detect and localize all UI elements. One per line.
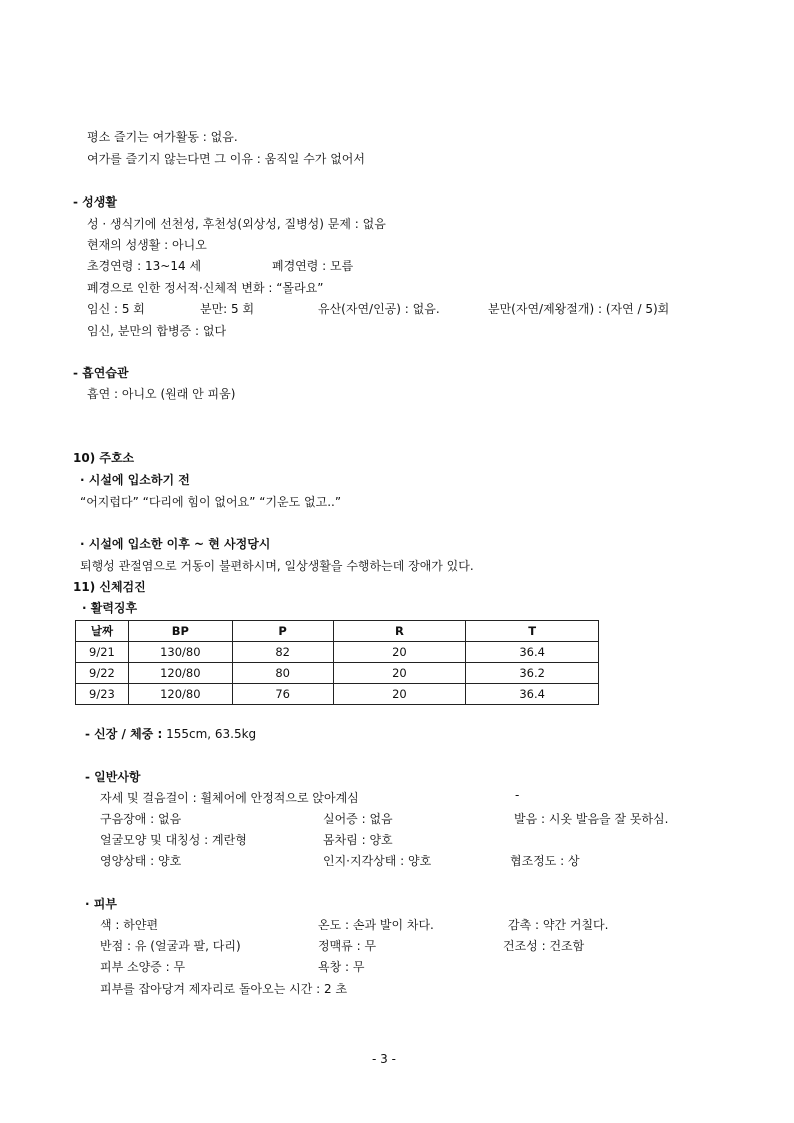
- pregnancy-count: 임신 : 5 회: [87, 302, 145, 316]
- skin-turgor: 피부를 잡아당겨 제자리로 돌아오는 시간 : 2 초: [100, 982, 348, 996]
- cell-temperature: 36.4: [466, 642, 599, 663]
- sexual-heading: - 성생활: [73, 195, 117, 209]
- cell-pulse: 82: [232, 642, 333, 663]
- posture-gait: 자세 및 걸음걸이 : 휠체어에 안정적으로 앉아계심: [100, 791, 359, 805]
- before-admission-heading: · 시설에 입소하기 전: [80, 473, 190, 487]
- complication: 임신, 분만의 합병증 : 없다: [87, 324, 227, 338]
- skin-color: 색 : 하얀편: [100, 918, 159, 932]
- smoking-heading: - 흡연습관: [73, 366, 129, 380]
- height-weight-label: - 신장 / 체중 :: [85, 727, 163, 741]
- cell-bp: 120/80: [128, 663, 232, 684]
- cell-temperature: 36.4: [466, 684, 599, 705]
- skin-texture: 감촉 : 약간 거칠다.: [508, 918, 609, 932]
- dash-mark: -: [515, 788, 520, 802]
- bedsore: 욕창 : 무: [318, 960, 365, 974]
- cell-temperature: 36.2: [466, 663, 599, 684]
- table-row: [76, 663, 599, 684]
- col-pulse: P: [232, 621, 333, 642]
- vital-signs-table: [75, 620, 599, 705]
- col-bp: BP: [128, 621, 232, 642]
- cell-date: 9/22: [76, 663, 129, 684]
- skin-heading: · 피부: [85, 897, 117, 911]
- col-date: 날짜: [76, 621, 129, 642]
- after-admission-heading: · 시설에 입소한 이후 ~ 현 사정당시: [80, 537, 271, 551]
- delivery-type: 분만(자연/제왕절개) : (자연 / 5)회: [488, 302, 670, 316]
- menopause-change: 폐경으로 인한 정서적·신체적 변화 : “몰라요”: [87, 281, 324, 295]
- vital-signs-heading: · 활력징후: [82, 601, 138, 615]
- delivery-count: 분만: 5 회: [200, 302, 255, 316]
- height-weight-value: 155cm, 63.5kg: [162, 727, 257, 741]
- nutrition-status: 영양상태 : 양호: [100, 854, 182, 868]
- sexual-current: 현재의 성생활 : 아니오: [87, 238, 207, 252]
- skin-temperature: 온도 : 손과 발이 차다.: [318, 918, 434, 932]
- cell-pulse: 80: [232, 663, 333, 684]
- skin-pruritus: 피부 소양증 : 무: [100, 960, 186, 974]
- aphasia: 실어증 : 없음: [323, 812, 393, 826]
- menarche-age: 초경연령 : 13~14 세: [87, 259, 202, 273]
- cell-respiration: 20: [333, 684, 466, 705]
- col-temperature: T: [466, 621, 599, 642]
- table-row: [76, 684, 599, 705]
- table-row: [76, 642, 599, 663]
- height-weight: [85, 726, 256, 742]
- face-shape: 얼굴모양 및 대칭성 : 계란형: [100, 833, 247, 847]
- physical-exam-heading: 11) 신체검진: [73, 580, 146, 594]
- general-heading: - 일반사항: [85, 770, 141, 784]
- varicose-veins: 정맥류 : 무: [318, 939, 377, 953]
- appearance: 몸차림 : 양호: [323, 833, 393, 847]
- cell-date: 9/21: [76, 642, 129, 663]
- smoking-status: 흡연 : 아니오 (원래 안 피움): [87, 387, 236, 401]
- pronunciation: 발음 : 시옷 발음을 잘 못하심.: [514, 812, 669, 826]
- cell-respiration: 20: [333, 663, 466, 684]
- leisure-activity: 평소 즐기는 여가활동 : 없음.: [87, 130, 238, 144]
- skin-dryness: 건조성 : 건조함: [503, 939, 585, 953]
- vital-header-row: [76, 621, 599, 642]
- col-respiration: R: [333, 621, 466, 642]
- cooperation-level: 협조정도 : 상: [510, 854, 580, 868]
- cognition-status: 인지·지각상태 : 양호: [323, 854, 432, 868]
- cell-pulse: 76: [232, 684, 333, 705]
- menopause-age: 폐경연령 : 모름: [272, 259, 354, 273]
- cell-date: 9/23: [76, 684, 129, 705]
- skin-spots: 반점 : 유 (얼굴과 팔, 다리): [100, 939, 241, 953]
- leisure-reason: 여가를 즐기지 않는다면 그 이유 : 움직일 수가 없어서: [87, 152, 365, 166]
- speech-disorder: 구음장애 : 없음: [100, 812, 182, 826]
- chief-complaint-heading: 10) 주호소: [73, 451, 135, 465]
- cell-respiration: 20: [333, 642, 466, 663]
- cell-bp: 130/80: [128, 642, 232, 663]
- sexual-problem: 성 · 생식기에 선천성, 후천성(외상성, 질병성) 문제 : 없음: [87, 217, 386, 231]
- cell-bp: 120/80: [128, 684, 232, 705]
- abortion: 유산(자연/인공) : 없음.: [318, 302, 440, 316]
- after-admission-text: 퇴행성 관절염으로 거동이 불편하시며, 일상생활을 수행하는데 장애가 있다.: [80, 559, 474, 573]
- before-admission-quotes: “어지럽다” “다리에 힘이 없어요” “기운도 없고..”: [80, 495, 342, 509]
- page-number: - 3 -: [372, 1052, 396, 1066]
